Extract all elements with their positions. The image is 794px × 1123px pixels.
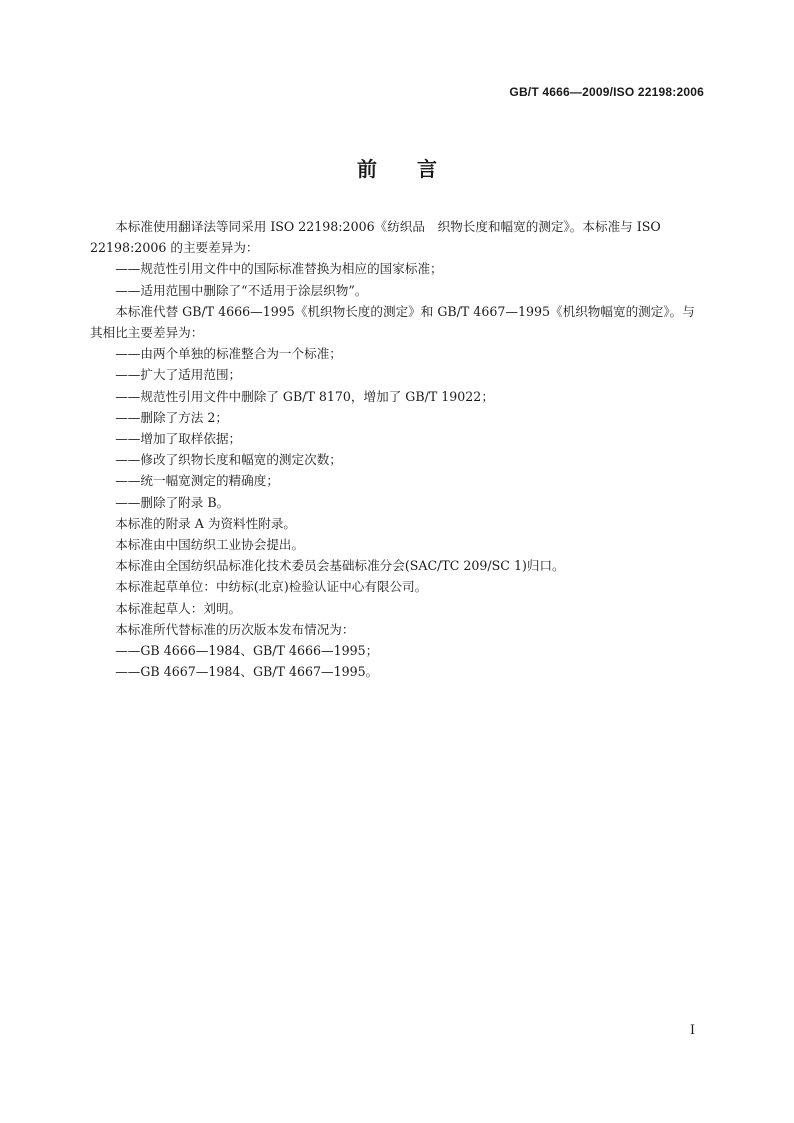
- paragraph-drafter: 本标准起草人：刘明。: [115, 600, 242, 616]
- standard-code: GB/T 4666—2009/ISO 22198:2006: [509, 85, 704, 99]
- list-item: ——删除了方法 2；: [115, 409, 228, 425]
- list-item: ——GB 4666—1984、GB/T 4666—1995；: [115, 643, 379, 659]
- paragraph-drafting-unit: 本标准起草单位：中纺标(北京)检验认证中心有限公司。: [115, 579, 428, 595]
- list-item: ——GB 4667—1984、GB/T 4667—1995。: [115, 664, 379, 680]
- list-item: ——扩大了适用范围；: [115, 367, 242, 383]
- paragraph-replaces: 本标准代替 GB/T 4666—1995《机织物长度的测定》和 GB/T 4667—1995《机织物幅宽的测定》。与其相比主要差异为：: [90, 303, 695, 341]
- page-title: 前言: [357, 157, 477, 181]
- list-item: ——规范性引用文件中的国际标准替换为相应的国家标准；: [115, 261, 443, 277]
- foreword-body: [90, 216, 704, 682]
- list-item: ——规范性引用文件中删除了 GB/T 8170，增加了 GB/T 19022；: [115, 388, 494, 404]
- list-item: ——增加了取样依据；: [115, 431, 242, 447]
- list-item: ——由两个单独的标准整合为一个标准；: [115, 346, 342, 362]
- list-item: ——适用范围中删除了“不适用于涂层织物”。: [115, 282, 368, 298]
- paragraph-annex: 本标准的附录 A 为资料性附录。: [115, 515, 297, 531]
- paragraph-committee: 本标准由全国纺织品标准化技术委员会基础标准分会(SAC/TC 209/SC 1)归口。: [115, 558, 565, 574]
- list-item: ——修改了织物长度和幅宽的测定次数；: [115, 452, 342, 468]
- paragraph-history: 本标准所代替标准的历次版本发布情况为：: [115, 621, 355, 637]
- paragraph-proposer: 本标准由中国纺织工业协会提出。: [115, 537, 305, 553]
- page-number: I: [690, 1022, 695, 1037]
- paragraph-adoption: 本标准使用翻译法等同采用 ISO 22198:2006《纺织品 织物长度和幅宽的测定》。本标准与 ISO 22198:2006 的主要差异为：: [90, 219, 661, 256]
- list-item: ——删除了附录 B。: [115, 494, 230, 510]
- list-item: ——统一幅宽测定的精确度；: [115, 473, 279, 489]
